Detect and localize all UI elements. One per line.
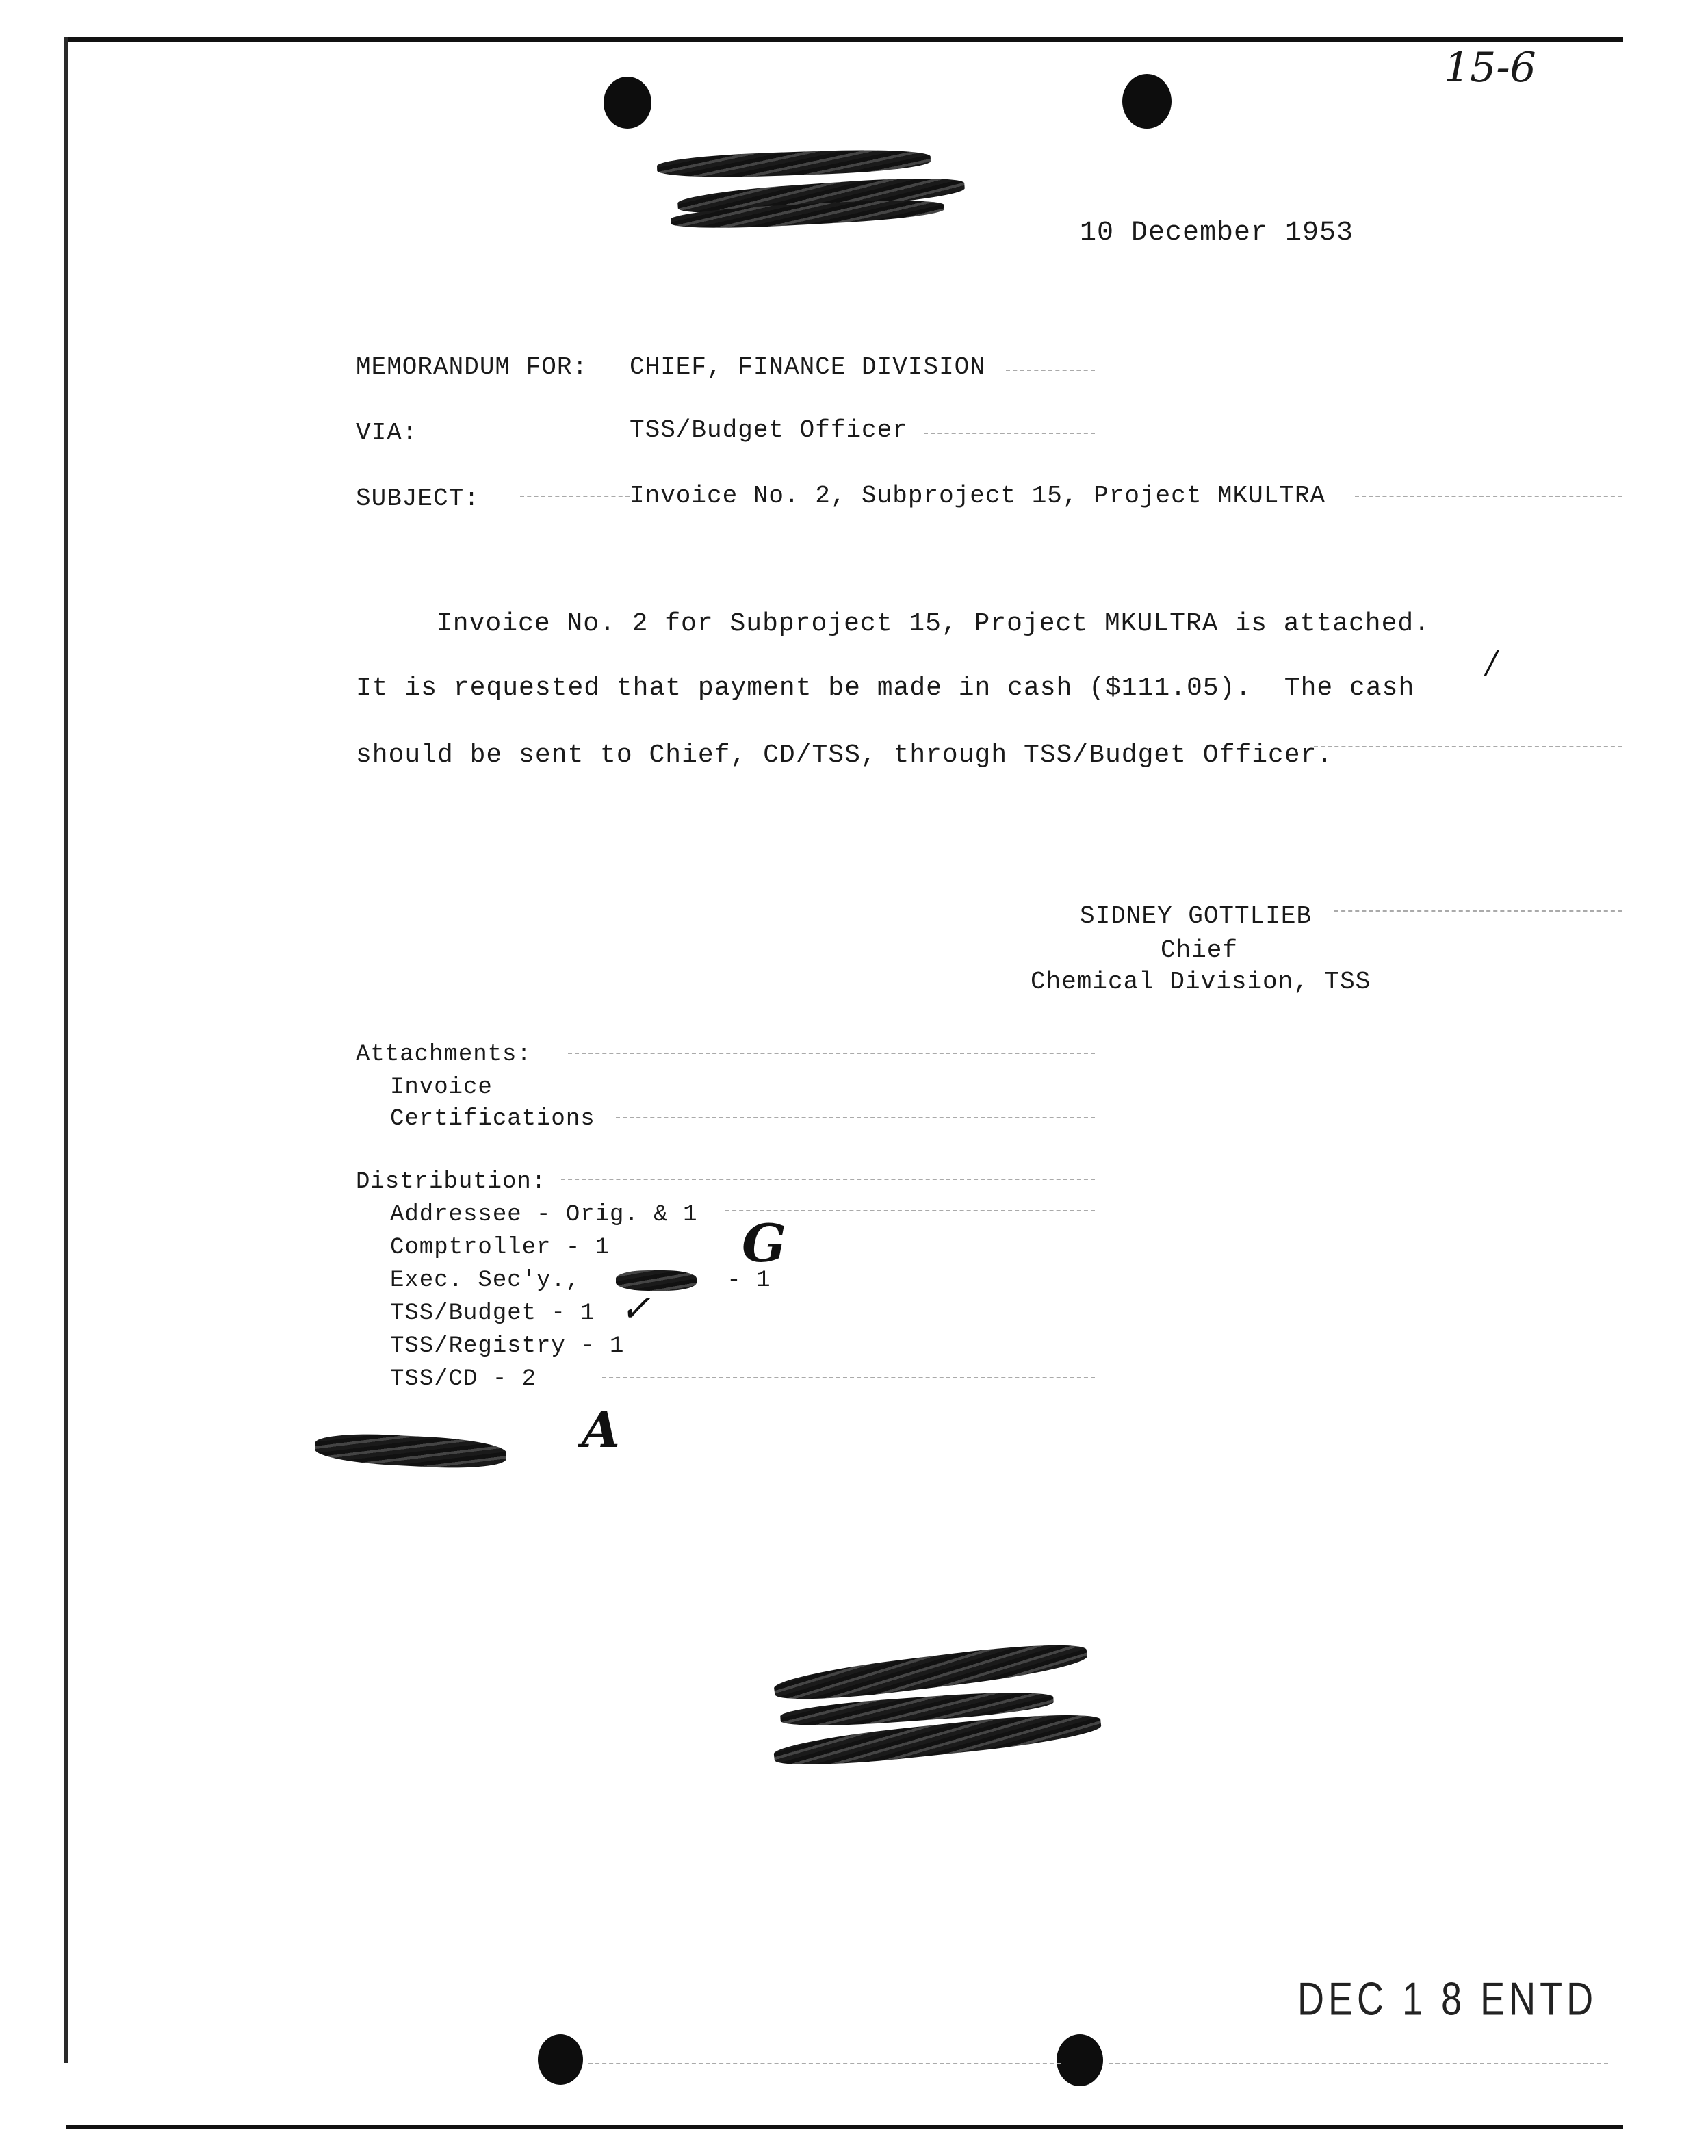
signature-division: Chemical Division, TSS <box>1031 968 1371 996</box>
bleed-line <box>520 496 630 497</box>
distribution-item: TSS/Budget - 1 <box>390 1300 595 1326</box>
bleed-line <box>1109 2063 1608 2064</box>
bleed-line <box>561 1179 1095 1180</box>
attachment-item: Invoice <box>390 1075 493 1101</box>
attachment-item: Certifications <box>390 1106 595 1132</box>
punch-hole-top-right <box>1122 74 1172 129</box>
handwritten-g-mark: G <box>742 1213 786 1274</box>
memorandum-for-value: CHIEF, FINANCE DIVISION <box>630 353 985 381</box>
redaction-top-1 <box>657 147 931 180</box>
bleed-line <box>1006 370 1095 371</box>
subject-label: SUBJECT: <box>356 485 480 513</box>
punch-hole-top-left <box>604 77 651 129</box>
distribution-item: Exec. Sec'y., - 1 <box>390 1268 771 1294</box>
bleed-line <box>602 1377 1095 1378</box>
handwritten-checkmark: ✓ <box>620 1287 651 1330</box>
via-label: VIA: <box>356 419 418 447</box>
signature-title: Chief <box>1161 936 1239 964</box>
signature-name: SIDNEY GOTTLIEB <box>1080 902 1312 930</box>
body-line-1: Invoice No. 2 for Subproject 15, Project MKULTRA is attached. <box>437 609 1431 639</box>
punch-hole-bottom-left <box>538 2034 583 2085</box>
bleed-line <box>588 2063 1061 2064</box>
via-value: TSS/Budget Officer <box>630 416 908 444</box>
memo-date: 10 December 1953 <box>1080 218 1354 248</box>
attachments-label: Attachments: <box>356 1042 532 1068</box>
bleed-line <box>725 1210 1095 1211</box>
bleed-line <box>1355 496 1622 497</box>
memorandum-for-label: MEMORANDUM FOR: <box>356 353 588 381</box>
punch-hole-bottom-right <box>1057 2034 1103 2086</box>
top-border-line <box>66 37 1623 42</box>
body-line-2: It is requested that payment be made in cash ($111.05). The cash <box>356 673 1415 703</box>
distribution-item: TSS/CD - 2 <box>390 1366 537 1392</box>
distribution-item: Addressee - Orig. & 1 <box>390 1202 698 1228</box>
bleed-line <box>1334 910 1622 912</box>
distribution-item: TSS/Registry - 1 <box>390 1333 625 1359</box>
file-number-handwritten: 15-6 <box>1444 44 1536 92</box>
left-border-line <box>64 37 68 2063</box>
handwritten-tick: / <box>1486 643 1497 680</box>
bleed-line <box>568 1053 1095 1054</box>
bleed-line <box>1314 746 1622 747</box>
redaction-signoff <box>314 1431 507 1472</box>
bleed-line <box>924 433 1095 434</box>
distribution-label: Distribution: <box>356 1169 547 1195</box>
bleed-line <box>616 1117 1095 1118</box>
bottom-border-line <box>66 2125 1623 2129</box>
subject-value: Invoice No. 2, Subproject 15, Project MKULTRA <box>630 482 1326 510</box>
distribution-item: Comptroller - 1 <box>390 1235 610 1261</box>
received-stamp: DEC 1 8 ENTD <box>1297 1973 1598 2025</box>
handwritten-initial-mark: A <box>582 1400 620 1459</box>
body-line-3: should be sent to Chief, CD/TSS, through TSS/Budget Officer. <box>356 741 1334 770</box>
